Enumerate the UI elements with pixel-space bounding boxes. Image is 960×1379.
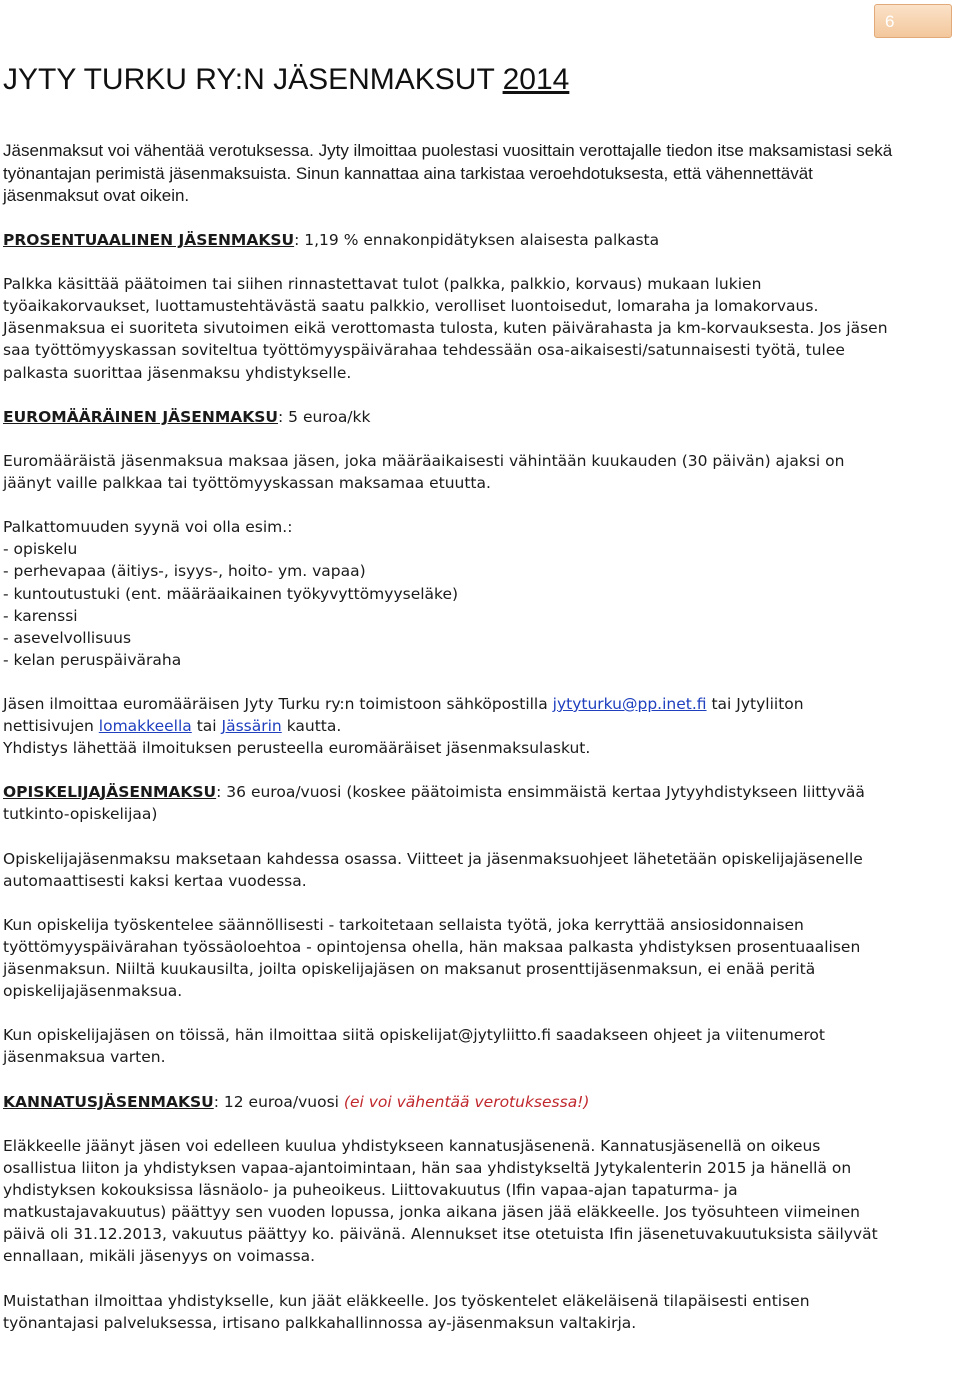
list-item: - kuntoutustuki (ent. määräaikainen työkyvyttömyyseläke) — [3, 584, 459, 603]
opiskelija-body-3: Kun opiskelijajäsen on töissä, hän ilmoittaa siitä opiskelijat@jytyliitto.fi saadakseen ohjeet ja viitenumerot jäsenmaksua varten. — [3, 1026, 825, 1067]
email-link[interactable]: jytyturku@pp.inet.fi — [552, 694, 707, 713]
euromaarainen-heading: EUROMÄÄRÄINEN JÄSENMAKSU — [3, 407, 278, 426]
opiskelija-heading-line — [3, 781, 888, 825]
title-text: JYTY TURKU RY:N JÄSENMAKSUT — [3, 63, 503, 96]
list-item: - perhevapaa (äitiys-, isyys-, hoito- ym. vapaa) — [3, 562, 366, 581]
kannatus-note: (ei voi vähentää verotuksessa!) — [343, 1092, 590, 1111]
notify-text: tai — [191, 717, 222, 736]
kannatus-rate: : 12 euroa/vuosi — [213, 1092, 344, 1111]
prosentuaalinen-body: Palkka käsittää päätoimen tai siihen rinnastettavat tulot (palkka, palkkio, korvaus) mukaan lukien työaikakorvaukset, luottamustehtävästä saatu palkkio, verolliset luontoisedut, lomaraha ja lomakorvaus. Jäsenmaksua ei suoriteta sivutoimen eikä verottomasta tulosta, kuten päivärahasta ja km-korvauksesta. Jos jäsen saa työttömyyskassan soviteltua työttömyyspäivärahaa tehdessään osa-aikaisesti/satunnaisesti työtä, tulee palkasta suorittaa jäsenmaksu yhdistykselle. — [3, 275, 888, 382]
form-link[interactable]: lomakkeella — [98, 717, 192, 736]
page-number-badge: 6 — [874, 4, 952, 38]
kannatus-heading-line — [3, 1091, 888, 1113]
kannatus-body-1: Eläkkeelle jäänyt jäsen voi edelleen kuulua yhdistykseen kannatusjäsenenä. Kannatusjäsenellä on oikeus osallistua liiton ja yhdistyksen vapaa-ajantoimintaan, hän saa yhdistykseltä Jytykalenterin 2015 ja hänellä on yhdistyksen kokouksissa läsnäolo- ja puheoikeus. Liittovakuutus (Ifin vapaa-ajan tapaturma- ja matkustajavakuutus) päättyy sen vuoden lopussa, jonka aikana jäsen jää eläkkeelle. Jos työsuhteen viimeinen päivä oli 31.12.2013, vakuutus päättyy ko. päivänä. Alennukset itse otetuista Ifin jäsenetuvakuutuksista säilyvät ennallaan, mikäli jäsenyys on voimassa. — [3, 1136, 878, 1266]
title-year: 2014 — [502, 63, 570, 96]
euromaarainen-heading-line — [3, 406, 888, 428]
opiskelija-rate: : 36 euroa/vuosi (koskee päätoimista ensimmäistä kertaa Jytyyhdistykseen liittyvää tutkinto-opiskelijaa) — [3, 783, 865, 824]
kannatus-body-2: Muistathan ilmoittaa yhdistykselle, kun jäät eläkkeelle. Jos työskentelet eläkeläisenä tilapäisesti entisen työnantajasi palveluksessa, irtisano palkkahallinnossa ay-jäsenmaksun valtakirja. — [3, 1291, 810, 1332]
prosentuaalinen-heading: PROSENTUAALINEN JÄSENMAKSU — [3, 231, 295, 249]
opiskelija-body-1: Opiskelijajäsenmaksu maksetaan kahdessa osassa. Viitteet ja jäsenmaksuohjeet lähetetään opiskelijajäsenelle automaattisesti kaksi kertaa vuodessa. — [3, 849, 863, 890]
jassari-link[interactable]: Jässärin — [221, 717, 282, 736]
reasons-title: Palkattomuuden syynä voi olla esim.: — [3, 518, 293, 537]
reasons-list — [3, 538, 888, 671]
page-title — [3, 58, 569, 102]
list-item: - asevelvollisuus — [3, 628, 132, 647]
euromaarainen-notify — [3, 693, 888, 737]
prosentuaalinen-heading-line — [3, 229, 888, 251]
notify-text: Jäsen ilmoittaa euromääräisen Jyty Turku ry:n toimistoon sähköpostilla — [3, 694, 553, 713]
opiskelija-body-2: Kun opiskelija työskentelee säännöllisesti - tarkoitetaan sellaista työtä, joka kerryttää ansiosidonnaisen työttömyyspäivärahan työssäoloehtoa - opintojensa ohella, hän maksaa palkasta yhdistyksen prosentuaalisen jäsenmaksun. Niiltä kuukausilta, joilta opiskelijajäsen on maksanut prosenttijäsenmaksun, ei enää peritä opiskelijajäsenmaksua. — [3, 915, 861, 1001]
notify-text: kautta. — [281, 717, 342, 736]
list-item: - kelan peruspäiväraha — [3, 650, 182, 669]
euromaarainen-rate: : 5 euroa/kk — [278, 407, 371, 426]
opiskelija-heading: OPISKELIJAJÄSENMAKSU — [3, 783, 217, 802]
list-item: - opiskelu — [3, 540, 78, 559]
euromaarainen-body: Euromääräistä jäsenmaksua maksaa jäsen, joka määräaikaisesti vähintään kuukauden (30 päivän) ajaksi on jäänyt vaille palkkaa tai työttömyyskassan maksamaa etuutta. — [3, 451, 845, 493]
kannatus-heading: KANNATUSJÄSENMAKSU — [3, 1092, 214, 1111]
intro-paragraph: Jäsenmaksut voi vähentää verotuksessa. Jyty ilmoittaa puolestasi vuosittain verottajalle tiedon itse maksamistasi sekä työnantajan perimistä jäsenmaksuista. Sinun kannattaa aina tarkistaa veroehdotuksesta, että vähennettävät jäsenmaksut ovat oikein. — [3, 141, 893, 206]
euromaarainen-invoice: Yhdistys lähettää ilmoituksen perusteella euromääräiset jäsenmaksulaskut. — [3, 739, 591, 758]
notify-text: tai Jytyliiton nettisivujen — [3, 694, 804, 736]
document-body — [3, 229, 888, 1334]
prosentuaalinen-rate: : 1,19 % ennakonpidätyksen alaisesta palkasta — [294, 231, 660, 249]
list-item: - karenssi — [3, 606, 78, 625]
